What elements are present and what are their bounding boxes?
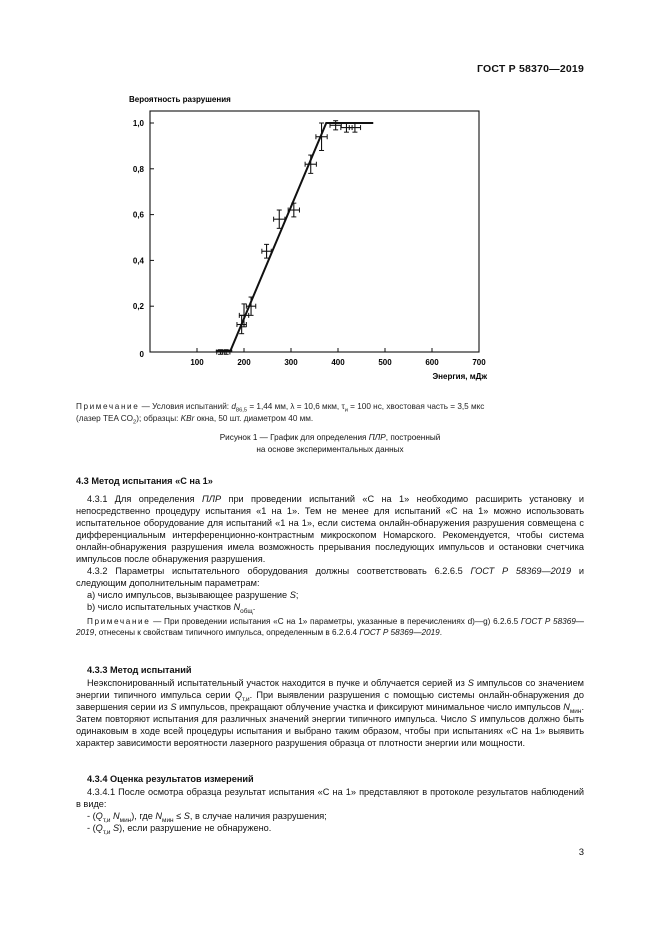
figure-caption — [76, 432, 584, 455]
y-tick-label: 0,2 — [132, 302, 144, 312]
x-tick-label: 300 — [284, 358, 298, 367]
figure-note — [76, 401, 584, 424]
x-tick-label: 500 — [378, 358, 392, 367]
fit-line — [230, 123, 373, 352]
document-id: ГОСТ Р 58370—2019 — [476, 63, 584, 75]
probability-chart — [0, 0, 661, 400]
section-note: Примечание — При проведении испытания «С на 1» параметры, указанные в перечислениях d)—g) 6.2.6.5 ГОСТ Р 58369—2019, отнесены к свойствам типичного импульса, определенным в 6.2.6.4 ГОСТ Р 58369—2019. — [76, 617, 584, 637]
x-tick-label: 700 — [472, 358, 486, 367]
caption-text: на основе экспериментальных данных — [256, 444, 404, 454]
x-tick-label: 200 — [237, 358, 251, 367]
chart-points — [217, 121, 361, 355]
co2-subscript: 2 — [133, 419, 137, 426]
figure-note-text: — Условия испытаний: — [139, 402, 232, 411]
kbr-text: KBr — [180, 413, 195, 423]
section-heading-4-3-3: 4.3.3 Метод испытаний — [87, 665, 192, 675]
d-symbol: d — [231, 402, 236, 411]
bullet-no-damage: - ($Q_{т,и}$ S), если разрушение не обнаружено. — [87, 823, 272, 836]
d-subscript: 86,5 — [235, 407, 248, 414]
chart-xlabel: Энергия, мДж — [432, 372, 487, 381]
y-tick-label: 0,8 — [132, 164, 144, 174]
x-tick-label: 600 — [425, 358, 439, 367]
caption-italic: ПЛР — [368, 433, 386, 442]
paragraph-4-3-4-1: 4.3.4.1 После осмотра образца результат испытания «С на 1» представляют в протоколе результатов наблюдений в виде: — [76, 787, 584, 809]
figure-note-text: окна, 50 шт. диаметром 40 мм. — [194, 413, 314, 423]
bullet-with-damage: - ($Q_{т,и}$ $N_{мин}$), где $N_{мин} \le S$, в случае наличия разрушения; — [87, 811, 327, 824]
tau-subscript: и — [344, 407, 348, 414]
section-heading-4-3: 4.3 Метод испытания «С на 1» — [76, 476, 213, 486]
paragraph-4-3-2: 4.3.2 Параметры испытательного оборудования должны соответствовать 6.2.6.5 ГОСТ Р 58369—2019 и следующим дополнительным параметрам: — [76, 566, 584, 588]
section-4-3-3-body — [76, 677, 584, 749]
paragraph-4-3-3: Неэкспонированный испытательный участок находится в пучке и облучается серией из S импульсов со значением энергии типичного импульса серии $Q_{т,и}$. При выявлении разрушения с помощью системы онлайн-обнаружения до завершения серии из S импульсов, прекращают облучение участка и фиксируют минимальное число импульсов $N_{мин}$. Затем повторяют испытания для различных значений энергии типичного импульса. Число S импульсов должно быть одинаковым в ходе всей процедуры испытания и выбрано таким образом, чтобы при испытаниях «С на 1» выявить характер зависимости вероятности лазерного разрушения образца от плотности энергии или мощности. — [76, 678, 585, 748]
y-tick-label: 0,6 — [132, 210, 144, 220]
x-tick-label: 400 — [331, 358, 345, 367]
caption-text: Рисунок 1 — График для определения — [219, 433, 369, 442]
chart-axes — [150, 111, 479, 352]
y-tick-label: 1,0 — [132, 119, 144, 128]
data-point — [349, 123, 360, 132]
figure-note-text: = 100 нс, хвостовая часть = 3,5 мкс — [347, 402, 485, 411]
chart-ticks — [133, 119, 486, 367]
paragraph-4-3-1: 4.3.1 Для определения ПЛР при проведении испытаний «С на 1» необходимо расширить установку и непосредственно процедуру испытания «1 на 1». Тем не менее для испытаний «С на 1» можно использовать испытательное оборудование для испытаний «1 на 1», если система онлайн-обнаружения разрушения совмещена с дифференциальным интерференционно-контрастным микроскопом Номарского. Рекомендуется, чтобы система онлайн-обнаружения разрушения имела возможность прерывания последующих импульсов и остановки счетчика импульсов после обнаружения разрушения. — [76, 494, 584, 564]
figure-note-text: ); образцы: — [136, 413, 181, 423]
plot-frame — [150, 111, 479, 352]
data-point — [288, 203, 299, 217]
list-item-b: b) число испытательных участков $N_{общ}$. — [87, 602, 256, 615]
section-4-3-body — [76, 493, 584, 638]
y-tick-label: 0,4 — [132, 256, 144, 266]
caption-text: , построенный — [385, 433, 441, 442]
figure-note-text: (лазер TEA CO — [76, 413, 134, 423]
figure-note-text: = 1,44 мм, λ = 10,6 мкм, τ — [247, 402, 345, 411]
data-point — [239, 304, 248, 327]
list-item-a: а) число импульсов, вызывающее разрушение S; — [87, 590, 299, 600]
data-point — [246, 297, 255, 315]
chart-ylabel: Вероятность разрушения — [129, 95, 231, 104]
page-number: 3 — [578, 847, 584, 858]
section-heading-4-3-4: 4.3.4 Оценка результатов измерений — [87, 774, 254, 784]
y-tick-label: 0 — [139, 350, 144, 359]
figure-note-label: Примечание — [76, 402, 140, 411]
x-tick-label: 100 — [190, 358, 204, 367]
section-4-3-4-body — [76, 786, 584, 834]
